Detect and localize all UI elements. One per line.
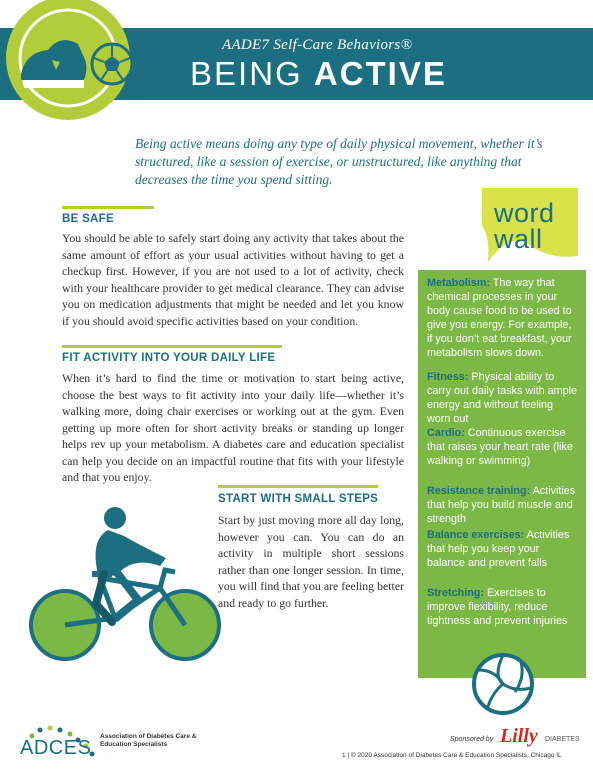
sponsor-logo: Lilly (500, 725, 538, 747)
word-wall-definition: Continuous exercise that raises your heart rate (like walking or swimming) (427, 427, 573, 467)
section-heading-be-safe: BE SAFE (62, 213, 114, 225)
word-wall-definition: Activities that help you build muscle and strength (427, 485, 576, 525)
sponsor-division: DIABETES (545, 736, 580, 743)
section-rule (62, 345, 282, 348)
section-heading-fit-activity: FIT ACTIVITY INTO YOUR DAILY LIFE (62, 352, 276, 364)
word-wall-term: Fitness: (427, 371, 469, 383)
section-heading-small-steps: START WITH SMALL STEPS (218, 493, 379, 505)
word-wall-entry (427, 586, 579, 628)
section-body-small-steps: Start by just moving more all day long, however you can. You can do an activity in multiple short sessions rather than one longer session. In time, you will find that you are feeling better and ready to go further. (218, 513, 404, 610)
section-body-fit-activity: When it’s hard to find the time or motivation to start being active, choose the best ways to fit activity into your daily life—whether it’s walking more, doing chair exercises or working out at the gym. Even getting up more often for short activity breaks or standing up longer helps rev up your metabolism. A diabetes care and education specialist can help you decide on an impactful routine that fits with your lifestyle and that you enjoy. (62, 371, 404, 484)
word-wall-term: Cardio: (427, 427, 465, 439)
word-wall-term: Balance exercises: (427, 529, 525, 541)
word-wall-term: Stretching: (427, 587, 484, 599)
word-wall-entry (427, 276, 579, 360)
word-wall-definition: The way that chemical processes in your body cause food to be used to give you energy. For example, if you don’t eat breakfast, your metabolism slows down. (427, 277, 572, 359)
word-wall-term: Resistance training: (427, 485, 531, 497)
word-wall-entry (427, 426, 579, 468)
volleyball-icon (471, 652, 535, 716)
intro-text: Being active means doing any type of daily physical movement, whether it’s structured, like a session of exercise, or unstructured, like anything that decreases the time you spend sitting. (135, 136, 543, 187)
section-rule (62, 206, 154, 209)
sponsored-label: Sponsored by (450, 736, 494, 743)
section-body-be-safe: You should be able to safely start doing any activity that takes about the same amount of effort as your usual activities without having to get a checkup first. However, if you are not used to a lot of activity, check with your healthcare provider to get medical clearance. They can advise you on medication adjustments that might be needed and let you know if you should avoid specific activities based on your condition. (62, 231, 404, 328)
word-wall-definition: Activities that help you keep your balance and prevent falls (427, 529, 570, 569)
org-name: Association of Diabetes Care & Education Specialists (100, 733, 197, 748)
word-wall-entry (427, 528, 579, 570)
copyright-line: 1 | © 2020 Association of Diabetes Care & Education Specialists, Chicago IL (342, 752, 562, 759)
page-title-light: BEING (190, 55, 314, 92)
word-wall-title-line2: wall (494, 224, 543, 254)
word-wall-title-line1: word (494, 198, 555, 228)
cyclist-illustration (20, 500, 230, 665)
section-rule (218, 485, 378, 488)
word-wall-definition: Exercises to improve flexibility, reduce tightness and prevent injuries (427, 587, 568, 627)
org-abbrev: ADCES (20, 737, 92, 759)
word-wall-entry (427, 484, 579, 526)
page-title-bold: ACTIVE (313, 55, 447, 92)
header-subtitle: AADE7 Self-Care Behaviors® (222, 37, 413, 53)
word-wall-definition: Physical ability to carry out daily tasks with ample energy and without feeling worn out (427, 371, 578, 425)
word-wall-term: Metabolism: (427, 277, 490, 289)
word-wall-title (494, 200, 555, 252)
word-wall-entry (427, 370, 579, 426)
shoe-and-ball-icon (0, 0, 160, 128)
page-title (190, 55, 447, 93)
